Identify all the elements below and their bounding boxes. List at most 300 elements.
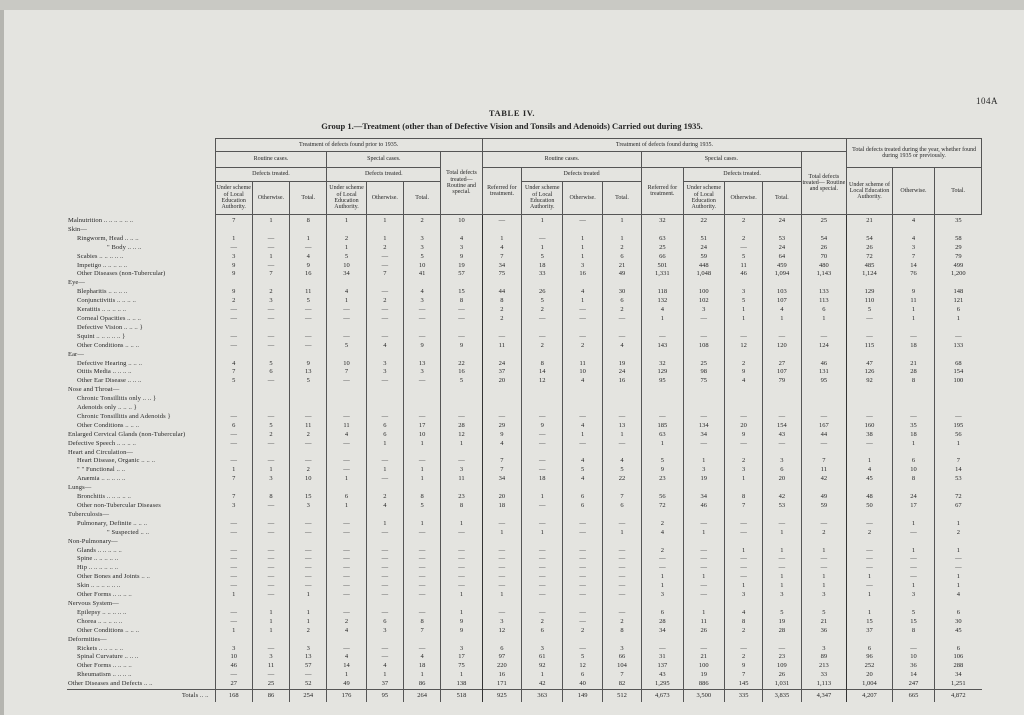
table-cell: 11 xyxy=(563,360,602,369)
table-cell xyxy=(724,449,762,458)
table-cell xyxy=(642,484,683,493)
table-cell: — xyxy=(801,413,847,422)
table-cell: 28 xyxy=(892,368,934,377)
table-cell xyxy=(724,511,762,520)
table-cell: 134 xyxy=(683,422,724,431)
table-cell: — xyxy=(327,333,366,342)
table-cell xyxy=(724,226,762,235)
table-cell: — xyxy=(602,413,641,422)
table-cell: — xyxy=(252,582,289,591)
table-cell: — xyxy=(252,244,289,253)
table-cell: 95 xyxy=(801,377,847,386)
table-cell: 4 xyxy=(290,253,327,262)
row-label: Enlarged Cervical Glands (non-Tubercular) xyxy=(68,430,186,438)
table-cell: 8 xyxy=(892,475,934,484)
table-cell: 9 xyxy=(724,662,762,671)
table-subtitle: Group 1.—Treatment (other than of Defective Vision and Tonsils and Adenoids) Carried out during 1935. xyxy=(321,121,703,131)
table-cell: — xyxy=(602,573,641,582)
table-cell: 28 xyxy=(441,422,482,431)
table-row xyxy=(67,440,982,449)
table-cell: — xyxy=(290,671,327,680)
row-label: Totals .. .. xyxy=(67,690,215,703)
table-cell xyxy=(892,351,934,360)
table-cell: 1 xyxy=(892,547,934,556)
table-cell: 4 xyxy=(892,235,934,244)
table-cell: 9 xyxy=(441,627,482,636)
table-cell: 43 xyxy=(642,671,683,680)
table-cell: 2 xyxy=(724,457,762,466)
table-cell xyxy=(724,279,762,288)
table-cell: 68 xyxy=(935,360,982,369)
table-cell: — xyxy=(366,645,403,654)
table-row xyxy=(67,270,982,279)
table-cell: 41 xyxy=(403,270,440,279)
table-cell xyxy=(724,538,762,547)
table-cell: — xyxy=(801,333,847,342)
table-cell: 46 xyxy=(215,662,252,671)
table-cell: 1 xyxy=(847,573,893,582)
table-cell: — xyxy=(441,333,482,342)
table-cell: 3 xyxy=(522,645,563,654)
table-cell xyxy=(290,395,327,404)
table-cell xyxy=(327,395,366,404)
row-label: Other non-Tubercular Diseases xyxy=(77,502,161,509)
table-cell: 3 xyxy=(252,297,289,306)
table-cell xyxy=(763,395,801,404)
table-cell: — xyxy=(215,520,252,529)
table-cell xyxy=(847,404,893,413)
table-cell: 100 xyxy=(935,377,982,386)
header-total-year: Total defects treated during the year, whether found during 1935 or previously. xyxy=(847,139,982,168)
table-cell: — xyxy=(366,457,403,466)
table-cell xyxy=(724,600,762,609)
table-cell: 1 xyxy=(366,215,403,226)
table-cell xyxy=(892,395,934,404)
table-cell: 18 xyxy=(892,431,934,440)
table-cell xyxy=(602,449,641,458)
table-cell: 665 xyxy=(892,690,934,703)
table-cell: 25 xyxy=(642,244,683,253)
table-cell: 124 xyxy=(801,342,847,351)
table-row xyxy=(67,315,982,324)
table-cell: 46 xyxy=(724,270,762,279)
table-cell: 16 xyxy=(563,270,602,279)
row-label: Rheumatism .. .. .. .. xyxy=(77,671,132,679)
table-cell: — xyxy=(215,315,252,324)
table-cell: 5 xyxy=(252,422,289,431)
table-cell: 12 xyxy=(724,342,762,351)
table-cell: — xyxy=(563,333,602,342)
table-cell: 22 xyxy=(441,360,482,369)
table-cell xyxy=(847,449,893,458)
table-cell xyxy=(763,404,801,413)
table-cell: — xyxy=(482,582,521,591)
table-cell: 2 xyxy=(252,288,289,297)
table-cell: 7 xyxy=(403,627,440,636)
table-cell: 185 xyxy=(642,422,683,431)
table-cell: 9 xyxy=(441,618,482,627)
table-cell: 4 xyxy=(724,609,762,618)
table-cell: 2 xyxy=(563,342,602,351)
table-cell: 4 xyxy=(847,466,893,475)
table-row xyxy=(67,520,982,529)
table-cell: 34 xyxy=(935,671,982,680)
table-cell: 3 xyxy=(563,262,602,271)
table-cell: 37 xyxy=(366,680,403,689)
table-cell: 1 xyxy=(847,591,893,600)
table-cell: — xyxy=(327,529,366,538)
table-cell: 45 xyxy=(847,475,893,484)
table-cell xyxy=(683,484,724,493)
row-label: Otitis Media .. .. .. .. xyxy=(77,368,132,376)
table-cell: 1 xyxy=(683,609,724,618)
table-cell: 24 xyxy=(763,244,801,253)
table-cell: 86 xyxy=(252,690,289,703)
table-cell: 1 xyxy=(935,573,982,582)
table-row xyxy=(67,671,982,680)
table-cell: 10 xyxy=(892,466,934,475)
table-cell: — xyxy=(366,555,403,564)
table-cell: — xyxy=(522,582,563,591)
table-cell: — xyxy=(215,618,252,627)
table-cell xyxy=(763,449,801,458)
table-cell: 5 xyxy=(602,466,641,475)
table-cell: 1,048 xyxy=(683,270,724,279)
table-cell: 21 xyxy=(602,262,641,271)
table-cell: 1 xyxy=(403,440,440,449)
table-cell: 1 xyxy=(892,440,934,449)
table-cell xyxy=(642,386,683,395)
table-cell: 1 xyxy=(482,591,521,600)
table-cell: 11 xyxy=(724,262,762,271)
table-cell xyxy=(482,386,521,395)
table-cell: — xyxy=(215,555,252,564)
table-cell: 1 xyxy=(403,520,440,529)
table-cell xyxy=(441,226,482,235)
table-cell: — xyxy=(763,333,801,342)
table-cell: 5 xyxy=(847,306,893,315)
table-cell: 3 xyxy=(441,466,482,475)
table-cell: — xyxy=(563,582,602,591)
table-cell: 195 xyxy=(935,422,982,431)
table-cell: 2 xyxy=(642,520,683,529)
table-cell: — xyxy=(441,555,482,564)
table-cell xyxy=(366,484,403,493)
table-cell: — xyxy=(403,413,440,422)
table-row xyxy=(67,377,982,386)
table-cell: 3 xyxy=(290,645,327,654)
table-cell xyxy=(252,324,289,333)
table-cell xyxy=(366,600,403,609)
table-row xyxy=(67,279,982,288)
table-cell: 1 xyxy=(935,520,982,529)
header-col-total: Total. xyxy=(403,182,440,215)
row-label: Other Forms .. .. .. .. xyxy=(77,591,132,599)
table-cell: — xyxy=(763,564,801,573)
page-number: 104A xyxy=(976,96,998,106)
table-cell xyxy=(327,404,366,413)
table-cell xyxy=(327,449,366,458)
table-cell: 5 xyxy=(563,466,602,475)
row-label: Malnutrition .. .. .. .. .. .. xyxy=(68,216,134,224)
table-cell: 76 xyxy=(892,270,934,279)
table-cell xyxy=(801,395,847,404)
table-cell: 3 xyxy=(403,244,440,253)
table-cell: 8 xyxy=(522,360,563,369)
table-cell: 2 xyxy=(602,244,641,253)
table-cell xyxy=(215,351,252,360)
table-cell: 18 xyxy=(482,502,521,511)
table-cell: 75 xyxy=(441,662,482,671)
table-cell: 1 xyxy=(763,582,801,591)
table-row xyxy=(67,466,982,475)
table-cell: — xyxy=(724,413,762,422)
table-cell: 518 xyxy=(441,690,482,703)
table-cell xyxy=(642,351,683,360)
table-cell: — xyxy=(290,244,327,253)
table-cell: 9 xyxy=(892,288,934,297)
table-cell: — xyxy=(290,520,327,529)
table-cell: 1 xyxy=(801,573,847,582)
table-cell: 137 xyxy=(642,662,683,671)
table-cell: — xyxy=(763,440,801,449)
table-cell: 52 xyxy=(290,680,327,689)
table-cell xyxy=(602,324,641,333)
table-cell: 26 xyxy=(763,671,801,680)
table-cell xyxy=(366,395,403,404)
table-cell: — xyxy=(847,547,893,556)
table-cell: — xyxy=(290,306,327,315)
table-cell xyxy=(602,484,641,493)
header-routine-defects: Defects treated xyxy=(522,168,642,182)
table-cell: — xyxy=(366,582,403,591)
table-cell: — xyxy=(602,520,641,529)
table-cell: 213 xyxy=(801,662,847,671)
table-cell: 3 xyxy=(724,591,762,600)
table-cell: 17 xyxy=(441,653,482,662)
table-cell: 1,113 xyxy=(801,680,847,689)
table-cell xyxy=(763,351,801,360)
table-cell: 3 xyxy=(441,244,482,253)
table-cell: — xyxy=(366,653,403,662)
table-cell: 1 xyxy=(327,297,366,306)
table-cell: 9 xyxy=(290,360,327,369)
table-cell: 34 xyxy=(327,270,366,279)
table-cell: — xyxy=(290,547,327,556)
table-cell: 499 xyxy=(935,262,982,271)
row-label: Defective Vision .. .. .. } xyxy=(77,323,143,331)
table-cell xyxy=(763,636,801,645)
table-cell: 8 xyxy=(602,627,641,636)
table-cell xyxy=(724,351,762,360)
table-cell: — xyxy=(801,440,847,449)
table-cell: 3 xyxy=(252,653,289,662)
table-cell xyxy=(935,484,982,493)
table-cell: 220 xyxy=(482,662,521,671)
table-cell xyxy=(563,636,602,645)
table-cell: 1 xyxy=(366,440,403,449)
table-cell: 92 xyxy=(522,662,563,671)
table-cell: 10 xyxy=(441,215,482,226)
table-cell: 15 xyxy=(290,493,327,502)
table-cell: 148 xyxy=(935,288,982,297)
table-cell: 4 xyxy=(366,502,403,511)
table-cell: — xyxy=(563,645,602,654)
table-cell: 2 xyxy=(252,431,289,440)
table-cell: 126 xyxy=(847,368,893,377)
table-cell: 8 xyxy=(724,493,762,502)
table-cell xyxy=(847,511,893,520)
row-label: Other Diseases (non-Tubercular) xyxy=(77,270,166,278)
table-cell: 3 xyxy=(602,645,641,654)
table-cell: — xyxy=(683,555,724,564)
row-label: Blepharitis .. .. .. .. xyxy=(77,288,128,296)
table-cell: 6 xyxy=(563,502,602,511)
table-cell: — xyxy=(252,529,289,538)
table-cell: — xyxy=(482,520,521,529)
table-cell xyxy=(642,404,683,413)
table-cell xyxy=(327,538,366,547)
table-cell: 11 xyxy=(892,297,934,306)
table-row xyxy=(67,529,982,538)
header-prior-special-defects: Defects treated. xyxy=(327,168,441,182)
table-row xyxy=(67,306,982,315)
table-cell xyxy=(522,600,563,609)
table-cell: 2 xyxy=(724,627,762,636)
header-prior-routine: Routine cases. xyxy=(215,152,327,168)
table-cell: 4 xyxy=(366,662,403,671)
table-cell: 42 xyxy=(801,475,847,484)
table-cell: 20 xyxy=(482,377,521,386)
table-cell: 86 xyxy=(403,680,440,689)
table-cell xyxy=(403,386,440,395)
table-cell: — xyxy=(403,645,440,654)
table-cell: 1 xyxy=(441,609,482,618)
table-cell: 7 xyxy=(366,270,403,279)
table-cell: 1 xyxy=(366,671,403,680)
table-cell xyxy=(602,395,641,404)
row-label: Heart Disease, Organic .. .. .. xyxy=(77,457,156,465)
table-cell: 107 xyxy=(763,368,801,377)
table-cell: 12 xyxy=(441,431,482,440)
table-cell: 4 xyxy=(327,627,366,636)
table-cell: — xyxy=(290,413,327,422)
table-cell: 1,124 xyxy=(847,270,893,279)
table-cell: — xyxy=(847,413,893,422)
table-cell: 63 xyxy=(642,431,683,440)
table-cell: 96 xyxy=(847,653,893,662)
table-cell: — xyxy=(441,547,482,556)
row-label: Spine .. .. .. .. .. xyxy=(77,555,119,563)
table-cell xyxy=(683,404,724,413)
table-row xyxy=(67,618,982,627)
table-cell: — xyxy=(327,440,366,449)
table-cell: — xyxy=(563,440,602,449)
table-cell: 13 xyxy=(290,653,327,662)
table-cell: — xyxy=(252,547,289,556)
table-cell: 7 xyxy=(482,457,521,466)
table-cell: 2 xyxy=(290,466,327,475)
table-cell: 4 xyxy=(403,653,440,662)
table-cell: 7 xyxy=(602,671,641,680)
row-label: Other Conditions .. .. .. xyxy=(77,626,140,634)
table-cell xyxy=(935,404,982,413)
table-cell xyxy=(892,279,934,288)
table-cell: 1,143 xyxy=(801,270,847,279)
row-label: Other Ear Disease .. .. .. xyxy=(77,377,142,385)
table-cell: — xyxy=(724,564,762,573)
table-cell: 34 xyxy=(642,627,683,636)
table-cell: 100 xyxy=(683,288,724,297)
table-cell: 5 xyxy=(801,609,847,618)
table-cell: 1,331 xyxy=(642,270,683,279)
table-row xyxy=(67,404,982,413)
table-cell xyxy=(763,226,801,235)
table-cell xyxy=(763,279,801,288)
row-label: " Suspected .. .. xyxy=(107,528,150,536)
table-cell: — xyxy=(252,671,289,680)
header-prior-total-defects: Total defects treated— Routine and special. xyxy=(441,152,482,215)
table-cell: — xyxy=(327,591,366,600)
table-cell: 2 xyxy=(327,618,366,627)
table-row xyxy=(67,244,982,253)
table-cell: 10 xyxy=(563,368,602,377)
table-cell: 1 xyxy=(366,235,403,244)
table-cell: 29 xyxy=(482,422,521,431)
table-cell xyxy=(290,484,327,493)
table-cell: 1 xyxy=(482,235,521,244)
table-cell: 5 xyxy=(403,502,440,511)
table-cell: 4 xyxy=(892,215,934,226)
table-cell: 1,094 xyxy=(763,270,801,279)
table-cell: 8 xyxy=(403,618,440,627)
table-cell: — xyxy=(327,377,366,386)
table-cell: 1 xyxy=(801,547,847,556)
table-cell: 14 xyxy=(522,368,563,377)
table-cell xyxy=(563,226,602,235)
table-cell: 82 xyxy=(602,680,641,689)
table-cell: 28 xyxy=(763,627,801,636)
table-cell: — xyxy=(724,333,762,342)
table-cell: 15 xyxy=(847,618,893,627)
table-cell: 21 xyxy=(847,215,893,226)
row-label: Defective Hearing .. .. .. xyxy=(77,359,143,367)
table-cell: — xyxy=(522,520,563,529)
table-cell xyxy=(847,351,893,360)
table-cell: 252 xyxy=(847,662,893,671)
table-cell: — xyxy=(563,555,602,564)
table-cell xyxy=(642,636,683,645)
table-cell: — xyxy=(215,609,252,618)
row-label: Ear— xyxy=(68,350,84,358)
table-cell xyxy=(327,511,366,520)
table-row xyxy=(67,449,982,458)
table-row xyxy=(67,235,982,244)
table-cell: 2 xyxy=(366,244,403,253)
table-cell: 2 xyxy=(290,627,327,636)
table-cell: — xyxy=(724,520,762,529)
table-cell: 44 xyxy=(801,431,847,440)
table-cell: 6 xyxy=(563,493,602,502)
table-cell xyxy=(403,636,440,645)
table-cell: — xyxy=(290,315,327,324)
table-cell: 34 xyxy=(482,475,521,484)
table-cell: 1 xyxy=(366,466,403,475)
table-cell xyxy=(935,386,982,395)
table-cell xyxy=(563,511,602,520)
table-cell: 3 xyxy=(724,466,762,475)
table-cell xyxy=(892,226,934,235)
